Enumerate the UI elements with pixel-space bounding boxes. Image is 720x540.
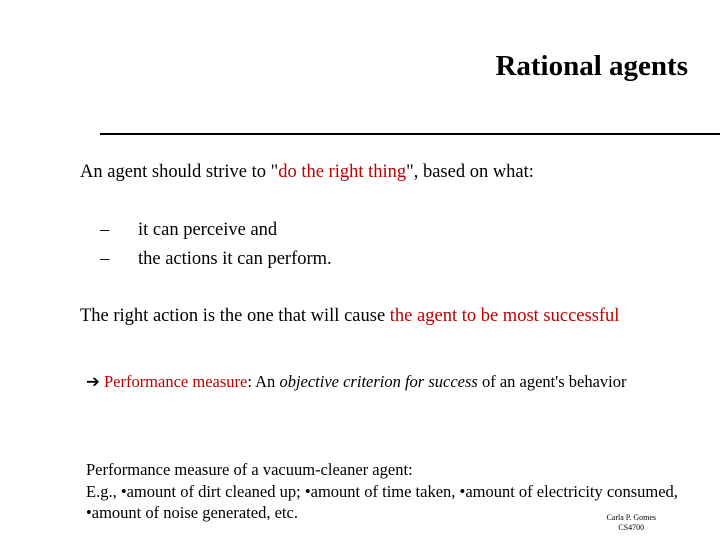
bullet-text: the actions it can perform. (138, 249, 332, 269)
intro-text-end: ", based on what: (406, 162, 534, 182)
dash-bullet: – (100, 249, 110, 269)
right-action-paragraph (80, 306, 619, 327)
bullet-item (100, 249, 332, 270)
slide-footer (606, 513, 656, 533)
vacuum-paragraph (86, 459, 686, 524)
performance-measure-colon: : An (247, 372, 280, 391)
vacuum-line-2: E.g., •amount of dirt cleaned up; •amount of time taken, •amount of electricity consumed, •amount of noise generated, etc. (86, 481, 678, 522)
performance-measure-rest: of an agent's behavior (477, 372, 627, 391)
footer-author: Carla P. Gomes (606, 513, 656, 522)
performance-measure-italic: objective criterion for success (279, 372, 478, 391)
right-action-text: The right action is the one that will cause (80, 306, 390, 326)
slide-title: Rational agents (495, 50, 688, 82)
title-divider (100, 133, 720, 135)
dash-bullet: – (100, 220, 110, 240)
bullet-item (100, 220, 277, 241)
bullet-text: it can perceive and (138, 220, 278, 240)
performance-measure-term: Performance measure (103, 372, 248, 391)
performance-measure-paragraph (86, 371, 686, 392)
footer-course: CS4700 (618, 523, 645, 532)
arrow-icon: ➔ (86, 372, 100, 391)
intro-highlight: do the right thing (278, 162, 407, 182)
right-action-highlight: the agent to be most successful (389, 306, 620, 326)
intro-paragraph (80, 162, 534, 183)
intro-text: An agent should strive to " (80, 162, 279, 182)
vacuum-line-1: Performance measure of a vacuum-cleaner agent: (86, 460, 413, 479)
